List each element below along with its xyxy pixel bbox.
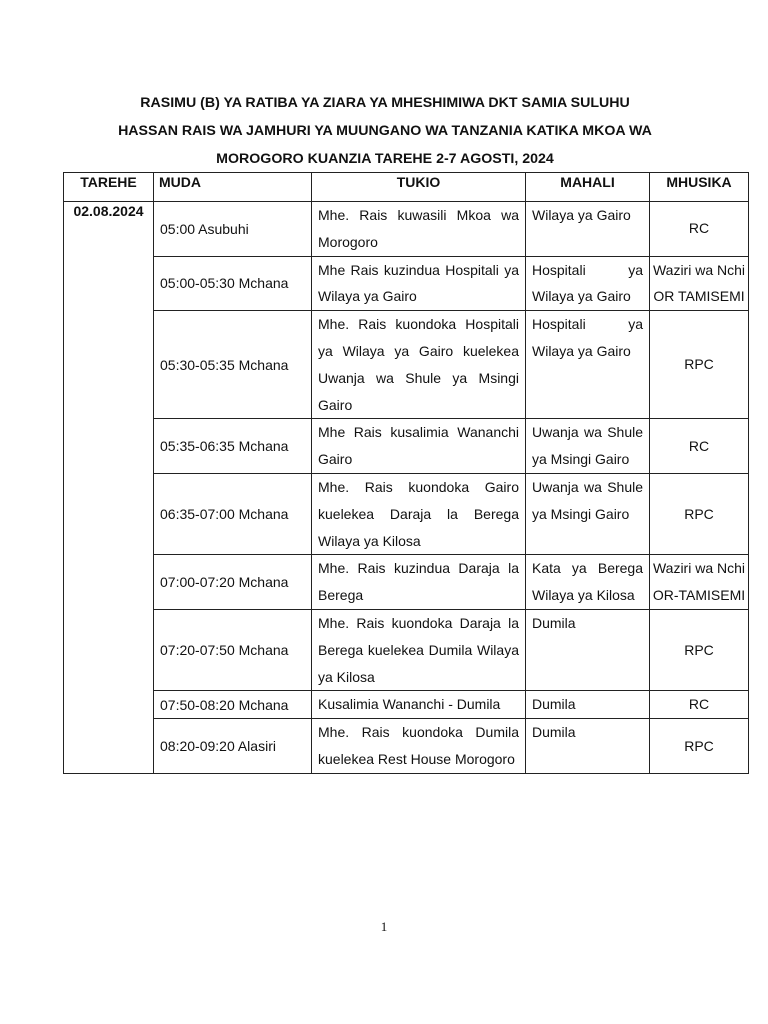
document-title xyxy=(60,89,710,173)
tukio-cell: Mhe Rais kuzindua Hospitali ya Wilaya ya Gairo xyxy=(312,256,526,311)
table-row xyxy=(64,609,749,690)
table-row xyxy=(64,202,749,257)
mhusika-cell: RC xyxy=(650,202,749,257)
muda-cell: 07:20-07:50 Mchana xyxy=(154,609,312,690)
mhusika-cell: Waziri wa Nchi OR TAMISEMI xyxy=(650,256,749,311)
muda-cell: 07:00-07:20 Mchana xyxy=(154,555,312,610)
tukio-cell: Mhe. Rais kuondoka Dumila kuelekea Rest House Morogoro xyxy=(312,719,526,774)
mahali-cell: Uwanja wa Shule ya Msingi Gairo xyxy=(526,419,650,474)
date-cell: 02.08.2024 xyxy=(64,202,154,774)
table-header-row xyxy=(64,173,749,202)
table-row xyxy=(64,691,749,719)
tukio-cell: Mhe. Rais kuondoka Daraja la Berega kuelekea Dumila Wilaya ya Kilosa xyxy=(312,609,526,690)
table-row xyxy=(64,256,749,311)
muda-cell: 08:20-09:20 Alasiri xyxy=(154,719,312,774)
tukio-cell: Mhe. Rais kuzindua Daraja la Berega xyxy=(312,555,526,610)
mhusika-cell: Waziri wa Nchi OR-TAMISEMI xyxy=(650,555,749,610)
header-muda: MUDA xyxy=(154,173,312,202)
mahali-cell: Dumila xyxy=(526,719,650,774)
muda-cell: 05:35-06:35 Mchana xyxy=(154,419,312,474)
title-line-2: HASSAN RAIS WA JAMHURI YA MUUNGANO WA TANZANIA KATIKA MKOA WA xyxy=(118,123,652,139)
mahali-cell: Dumila xyxy=(526,691,650,719)
mhusika-cell: RPC xyxy=(650,609,749,690)
muda-cell: 06:35-07:00 Mchana xyxy=(154,473,312,554)
mhusika-cell: RPC xyxy=(650,311,749,419)
table-row xyxy=(64,555,749,610)
mhusika-cell: RPC xyxy=(650,719,749,774)
header-mhusika: MHUSIKA xyxy=(650,173,749,202)
tukio-cell: Mhe. Rais kuwasili Mkoa wa Morogoro xyxy=(312,202,526,257)
page-number: 1 xyxy=(380,919,388,934)
mahali-cell: Hospitali ya Wilaya ya Gairo xyxy=(526,311,650,419)
muda-cell: 07:50-08:20 Mchana xyxy=(154,691,312,719)
table-row xyxy=(64,473,749,554)
mahali-cell: Dumila xyxy=(526,609,650,690)
mhusika-cell: RC xyxy=(650,419,749,474)
header-tukio: TUKIO xyxy=(312,173,526,202)
muda-cell: 05:30-05:35 Mchana xyxy=(154,311,312,419)
tukio-cell: Mhe. Rais kuondoka Hospitali ya Wilaya ya Gairo kuelekea Uwanja wa Shule ya Msingi Gairo xyxy=(312,311,526,419)
table-row xyxy=(64,719,749,774)
mhusika-cell: RPC xyxy=(650,473,749,554)
tukio-cell: Mhe Rais kusalimia Wananchi Gairo xyxy=(312,419,526,474)
header-tarehe: TAREHE xyxy=(64,173,154,202)
muda-cell: 05:00 Asubuhi xyxy=(154,202,312,257)
mahali-cell: Uwanja wa Shule ya Msingi Gairo xyxy=(526,473,650,554)
mahali-cell: Hospitali ya Wilaya ya Gairo xyxy=(526,256,650,311)
muda-cell: 05:00-05:30 Mchana xyxy=(154,256,312,311)
mahali-cell: Kata ya Berega Wilaya ya Kilosa xyxy=(526,555,650,610)
mahali-cell: Wilaya ya Gairo xyxy=(526,202,650,257)
mhusika-cell: RC xyxy=(650,691,749,719)
tukio-cell: Kusalimia Wananchi - Dumila xyxy=(312,691,526,719)
schedule-table xyxy=(63,172,749,774)
title-line-1: RASIMU (B) YA RATIBA YA ZIARA YA MHESHIMIWA DKT SAMIA SULUHU xyxy=(140,95,630,111)
title-line-3: MOROGORO KUANZIA TAREHE 2-7 AGOSTI, 2024 xyxy=(216,151,554,167)
table-row xyxy=(64,311,749,419)
tukio-cell: Mhe. Rais kuondoka Gairo kuelekea Daraja la Berega Wilaya ya Kilosa xyxy=(312,473,526,554)
header-mahali: MAHALI xyxy=(526,173,650,202)
table-row xyxy=(64,419,749,474)
